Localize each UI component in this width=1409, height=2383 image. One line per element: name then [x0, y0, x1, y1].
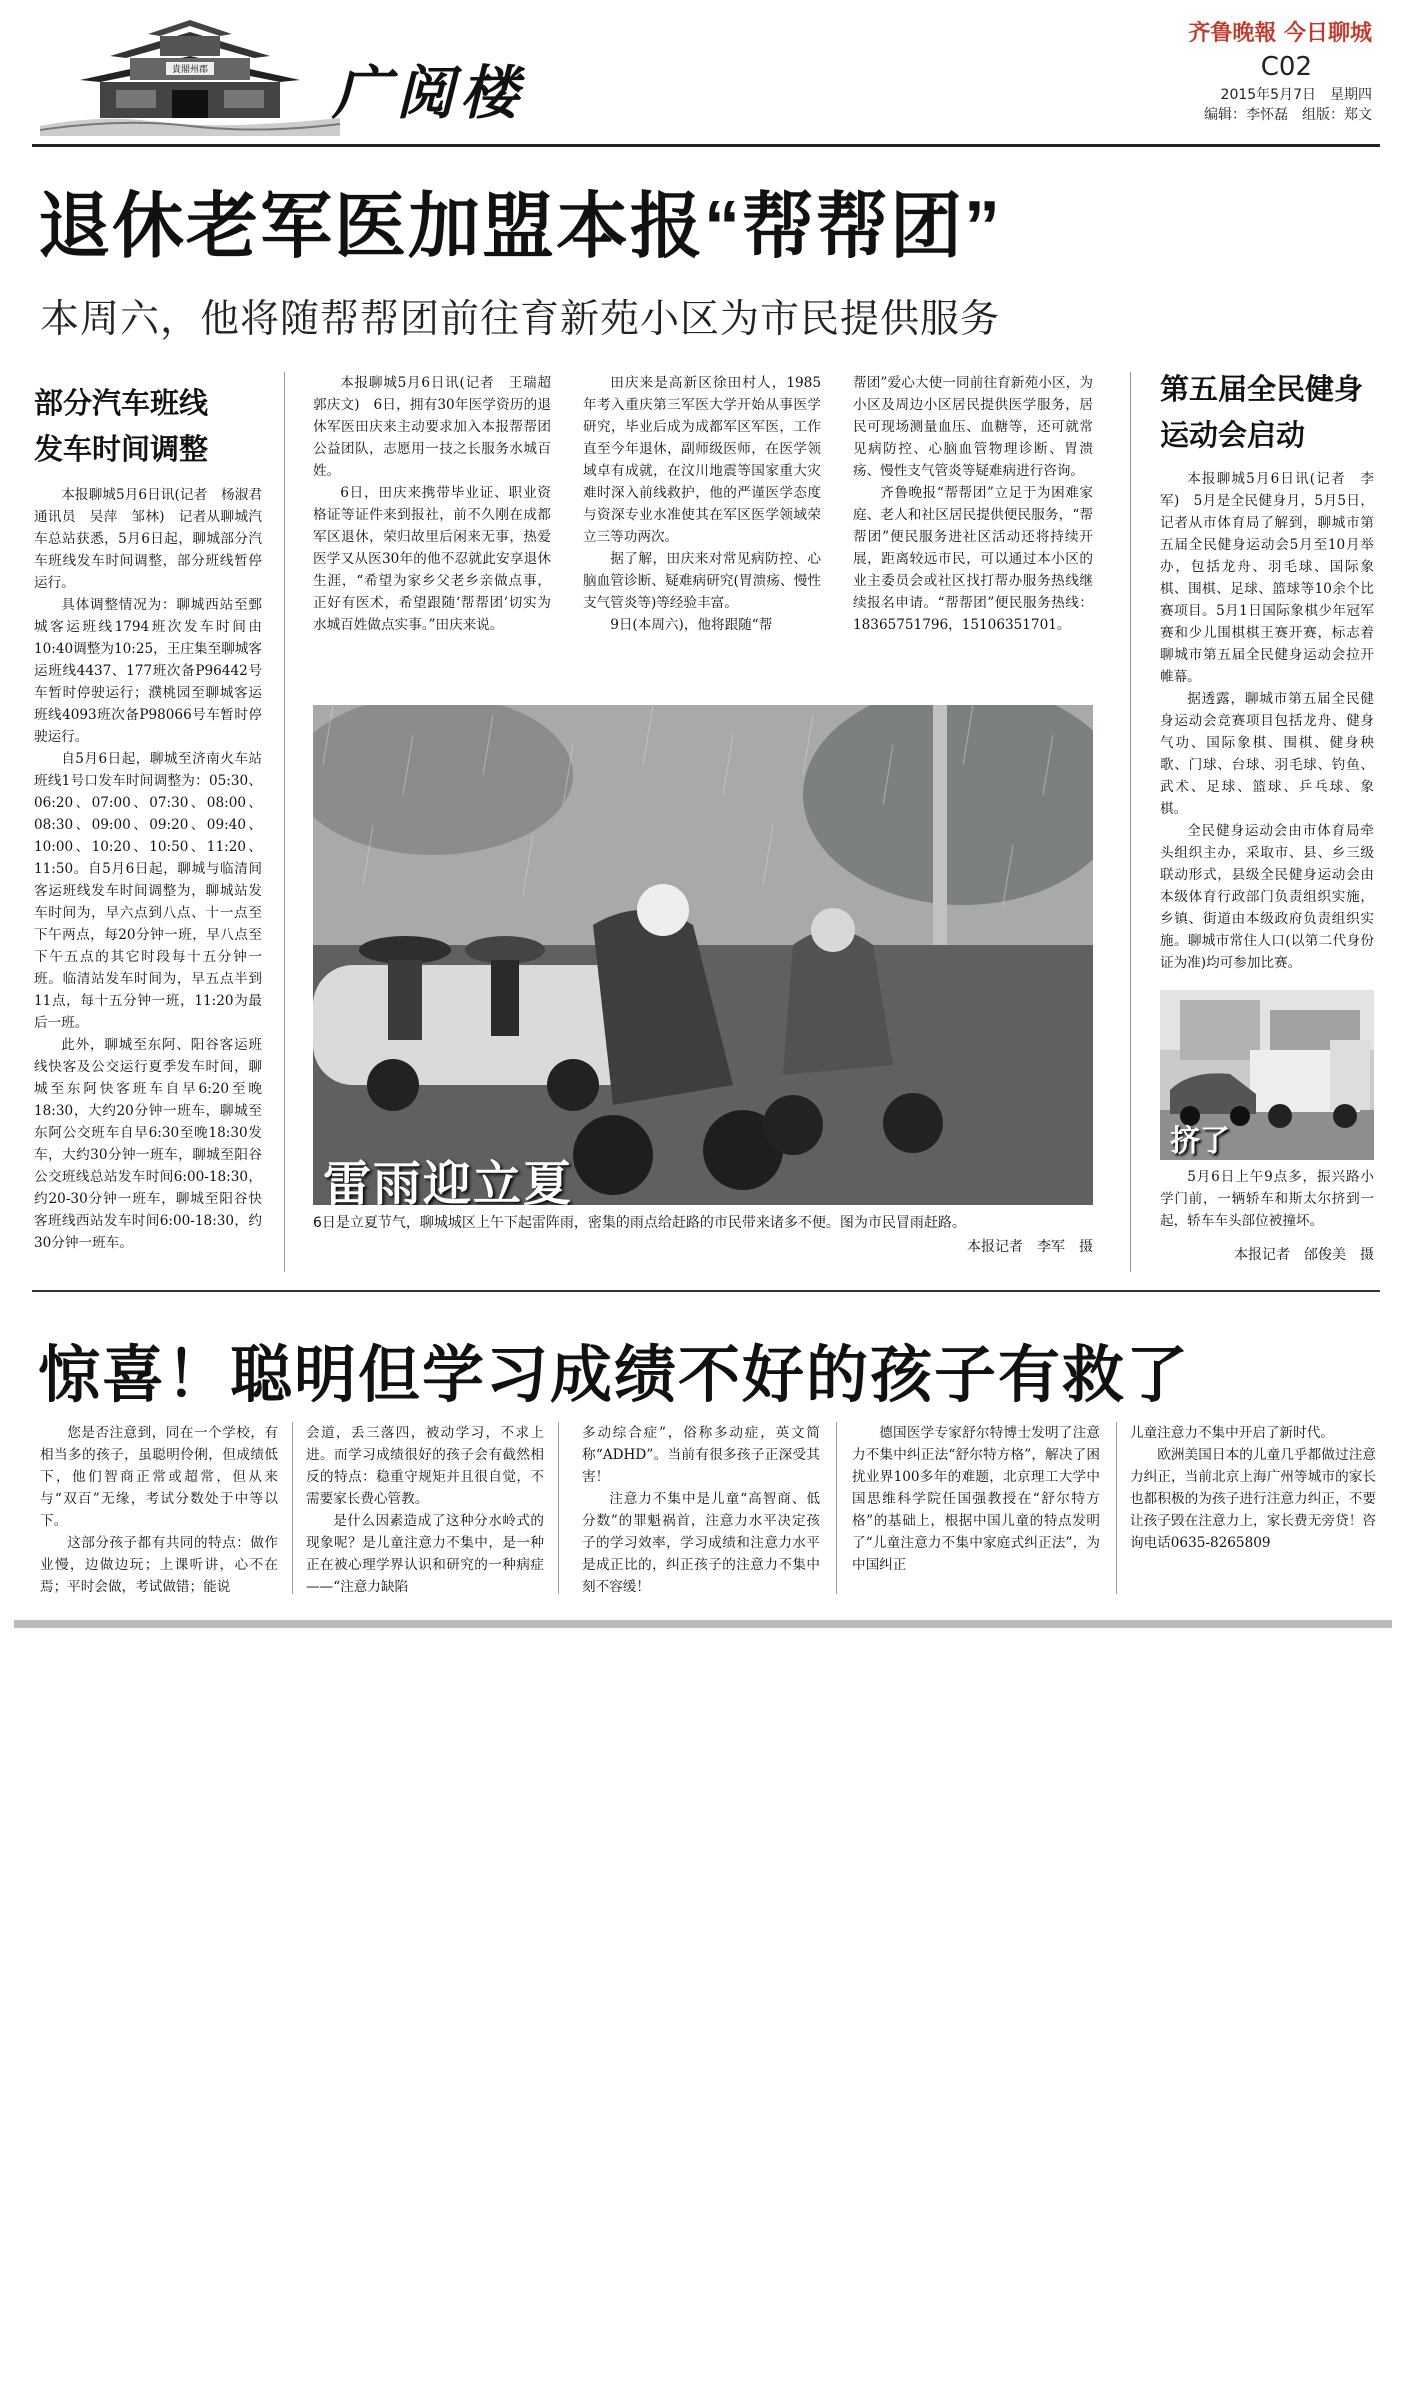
bus-paragraph: 本报聊城5月6日讯(记者 杨淑君 通讯员 吴萍 邹林) 记者从聊城汽车总站获悉，5月6日起，聊城部分汽车班线发车时间调整，部分班线暂停运行。 [34, 487, 276, 591]
lead-story-col1 [313, 372, 565, 636]
ad-paragraph: 欧洲美国日本的儿童几乎都做过注意力纠正，当前北京上海广州等城市的家长也都积极的为孩子进行注意力纠正，不要让孩子毁在注意力上，家长费无旁贷！咨询电话0635-8265809 [1130, 1447, 1376, 1551]
lead-paragraph: 6日，田庆来携带毕业证、职业资格证等证件来到报社，前不久刚在成都军区退休，荣归故里后闲来无事，热爱医学又从医30年的他不忍就此安享退休生涯，“希望为家乡父老乡亲做点事，正好有医术，希望跟随‘帮帮团’切实为水城百姓做点实事。”田庆来说。 [313, 485, 551, 633]
column-divider [836, 1422, 837, 1594]
masthead [32, 16, 1382, 146]
fitness-paragraph: 据透露，聊城市第五届全民健身运动会竞赛项目包括龙舟、健身气功、国际象棋、围棋、健身秧歌、门球、台球、羽毛球、钓鱼、武术、足球、篮球、乒乓球、象棋。 [1160, 691, 1374, 817]
column-divider [292, 1422, 293, 1594]
photo-credit: 本报记者 李军 摄 [967, 1239, 1093, 1255]
ad-paragraph: 您是否注意到，同在一个学校，有相当多的孩子，虽聪明伶俐，但成绩低下，他们智商正常或超常，但从来与“双百”无缘，考试分数处于中等以下。 [40, 1425, 278, 1529]
lead-paragraph: 齐鲁晚报“帮帮团”立足于为困难家庭、老人和社区居民提供便民服务，“帮帮团”便民服务进社区活动还将持续开展，距离较远市民，可以通过本小区的业主委员会或社区找打帮办服务热线继续报名申请。“帮帮团”便民服务热线：18365751796，15106351701。 [853, 485, 1093, 633]
ad-col5 [1130, 1422, 1376, 1554]
column-divider [1130, 372, 1131, 1272]
fitness-headline-line2: 运动会启动 [1160, 418, 1306, 452]
ad-paragraph: 会道，丢三落四，被动学习，不求上进。而学习成绩很好的孩子会有截然相反的特点：稳重守规矩并且很自觉，不需要家长费心管教。 [306, 1425, 544, 1507]
fitness-story-body [1160, 468, 1374, 974]
bottom-rule [14, 1620, 1392, 1628]
tower-plaque: 貴閣州郡 [171, 65, 209, 75]
ad-col1 [40, 1422, 278, 1598]
ad-paragraph: 注意力不集中是儿童“高智商、低分数”的罪魁祸首，注意力水平决定孩子的学习效率，学习成绩和注意力水平是成正比的，纠正孩子的注意力不集中刻不容缓！ [582, 1491, 820, 1595]
section-rule [32, 1290, 1380, 1292]
issue-date: 2015年5月7日 星期四 [1220, 87, 1372, 103]
lead-paragraph: 据了解，田庆来对常见病防控、心脑血管诊断、疑难病研究(胃溃疡、慢性支气管炎等)等经验丰富。 [583, 551, 821, 611]
ad-paragraph: 多动综合症”，俗称多动症，英文简称“ADHD”。当前有很多孩子正深受其害！ [582, 1425, 820, 1485]
paper-logo: 齐鲁晚報 今日聊城 [1188, 21, 1372, 46]
fitness-story-headline [1160, 366, 1374, 458]
small-photo-credit: 本报记者 邰俊美 摄 [1234, 1247, 1374, 1263]
ad-col4 [852, 1422, 1100, 1576]
lead-subhead: 本周六，他将随帮帮团前往育新苑小区为市民提供服务 [40, 297, 1001, 342]
small-photo-caption [1160, 1166, 1374, 1232]
lead-paragraph: 帮团”爱心大使一同前往育新苑小区，为小区及周边小区居民提供医学服务，居民可现场测量血压、血糖等，还可就常见病防控、心脑血管物理诊断、胃溃疡、慢性支气管炎等疑难病进行咨询。 [853, 375, 1093, 479]
fitness-story [1160, 366, 1374, 974]
fitness-paragraph: 本报聊城5月6日讯(记者 李军) 5月是全民健身月，5月5日，记者从市体育局了解到，聊城市第五届全民健身运动会5月至10月举办，包括龙舟、羽毛球、国际象棋、围棋、足球、篮球等10余个比赛项目。5月1日国际象棋少年冠军赛和少儿围棋棋王赛开赛，标志着聊城市第五届全民健身运动会拉开帷幕。 [1160, 471, 1374, 685]
ad-paragraph: 儿童注意力不集中开启了新时代。 [1130, 1425, 1334, 1441]
photo-title: 雷雨迎立夏 [323, 1156, 574, 1205]
tower-illustration [40, 18, 340, 136]
editor-credits: 编辑：李怀磊 组版：郑文 [1204, 107, 1372, 123]
column-divider [284, 372, 285, 1272]
ad-col3 [582, 1422, 820, 1598]
bus-story [34, 380, 276, 1254]
fitness-headline-line1: 第五届全民健身 [1160, 372, 1364, 406]
rain-photo [313, 705, 1093, 1205]
section-name: 广阅楼 [332, 59, 525, 127]
column-divider [558, 1422, 559, 1594]
bus-paragraph: 具体调整情况为：聊城西站至鄄城客运班线1794班次发车时间由10:40调整为10:25，王庄集至聊城客运班线4437、177班次备P96442号车暂时停驶运行；濮桃园至聊城客运班线4093班次备P98066号车暂时停驶运行。 [34, 597, 262, 745]
photo-caption: 6日是立夏节气，聊城城区上午下起雷阵雨，密集的雨点给赶路的市民带来诸多不便。图为市民冒雨赶路。 [313, 1215, 966, 1231]
page-code: C02 [1260, 52, 1312, 82]
lead-story-col2 [583, 372, 821, 636]
bus-headline-line2: 发车时间调整 [34, 432, 209, 466]
ad-paragraph: 这部分孩子都有共同的特点：做作业慢，边做边玩；上课听讲，心不在焉；平时会做，考试做错；能说 [40, 1535, 278, 1595]
bus-paragraph: 自5月6日起，聊城至济南火车站班线1号口发车时间调整为：05:30、06:20、07:00、07:30、08:00、08:30、09:00、09:20、09:40、10:00、10:20、10:50、11:20、11:50。自5月6日起，聊城与临清间客运班线发车时间调整为，聊城站发车时间为，早六点到八点、十一点至下午两点，每20分钟一班，早八点至下午五点的其它时段每十五分钟一班。临清站发车时间为，早五点半到11点，每十五分钟一班，11:20为最后一班。 [34, 751, 262, 1031]
ad-headline: 惊喜！聪明但学习成绩不好的孩子有救了 [38, 1341, 1191, 1410]
bus-headline-line1: 部分汽车班线 [34, 386, 209, 420]
lead-headline: 退休老军医加盟本报“帮帮团” [38, 187, 1003, 267]
lead-paragraph: 9日(本周六)，他将跟随“帮 [610, 617, 773, 633]
bus-story-body [34, 484, 276, 1254]
fitness-paragraph: 全民健身运动会由市体育局牵头组织主办，采取市、县、乡三级联动形式，县级全民健身运动会由本级体育行政部门负责组织实施，乡镇、街道由本级政府负责组织实施。聊城市常住人口(以第二代身份证为准)均可参加比赛。 [1160, 823, 1374, 971]
bus-story-headline [34, 380, 262, 472]
lead-paragraph: 田庆来是高新区徐田村人，1985年考入重庆第三军医大学开始从事医学研究，毕业后成为成都军区军医，工作直至今年退休，副师级医师，在医学领域卓有成就，在汶川地震等国家重大灾难时深入前线救护，他的严谨医学态度与资深专业水准使其在军区医学领域荣立三等功两次。 [583, 375, 821, 545]
small-photo-title: 挤了 [1170, 1124, 1230, 1159]
column-divider [1116, 1422, 1117, 1594]
ad-paragraph: 是什么因素造成了这种分水岭式的现象呢？是儿童注意力不集中，是一种正在被心理学界认识和研究的一种病症——“注意力缺陷 [306, 1513, 544, 1595]
lead-paragraph: 本报聊城5月6日讯(记者 王瑞超 郭庆文) 6日，拥有30年医学资历的退休军医田庆来主动要求加入本报帮帮团公益团队，志愿用一技之长服务水城百姓。 [313, 375, 565, 479]
ad-paragraph: 德国医学专家舒尔特博士发明了注意力不集中纠正法“舒尔特方格”，解决了困扰业界100多年的难题，北京理工大学中国思维科学院任国强教授在“舒尔特方格”的基础上，根据中国儿童的特点发明了“儿童注意力不集中家庭式纠正法”，为中国纠正 [852, 1425, 1100, 1573]
ad-col2 [306, 1422, 544, 1598]
traffic-photo [1160, 990, 1374, 1160]
lead-story-col3 [853, 372, 1093, 636]
small-photo-caption-text: 5月6日上午9点多，振兴路小学门前，一辆轿车和斯太尔挤到一起，轿车车头部位被撞坏。 [1160, 1169, 1374, 1229]
bus-paragraph: 此外，聊城至东阿、阳谷客运班线快客及公交运行夏季发车时间，聊城至东阿快客班车自早6:20至晚18:30，大约20分钟一班车，聊城至东阿公交班车自早6:30至晚18:30发车，大约30分钟一班车，聊城至阳谷公交班线总站发车时间6:00-18:30，约20-30分钟一班车，聊城至阳谷快客班线西站发车时间6:00-18:30，约30分钟一班车。 [34, 1037, 262, 1251]
masthead-rule [32, 144, 1380, 147]
